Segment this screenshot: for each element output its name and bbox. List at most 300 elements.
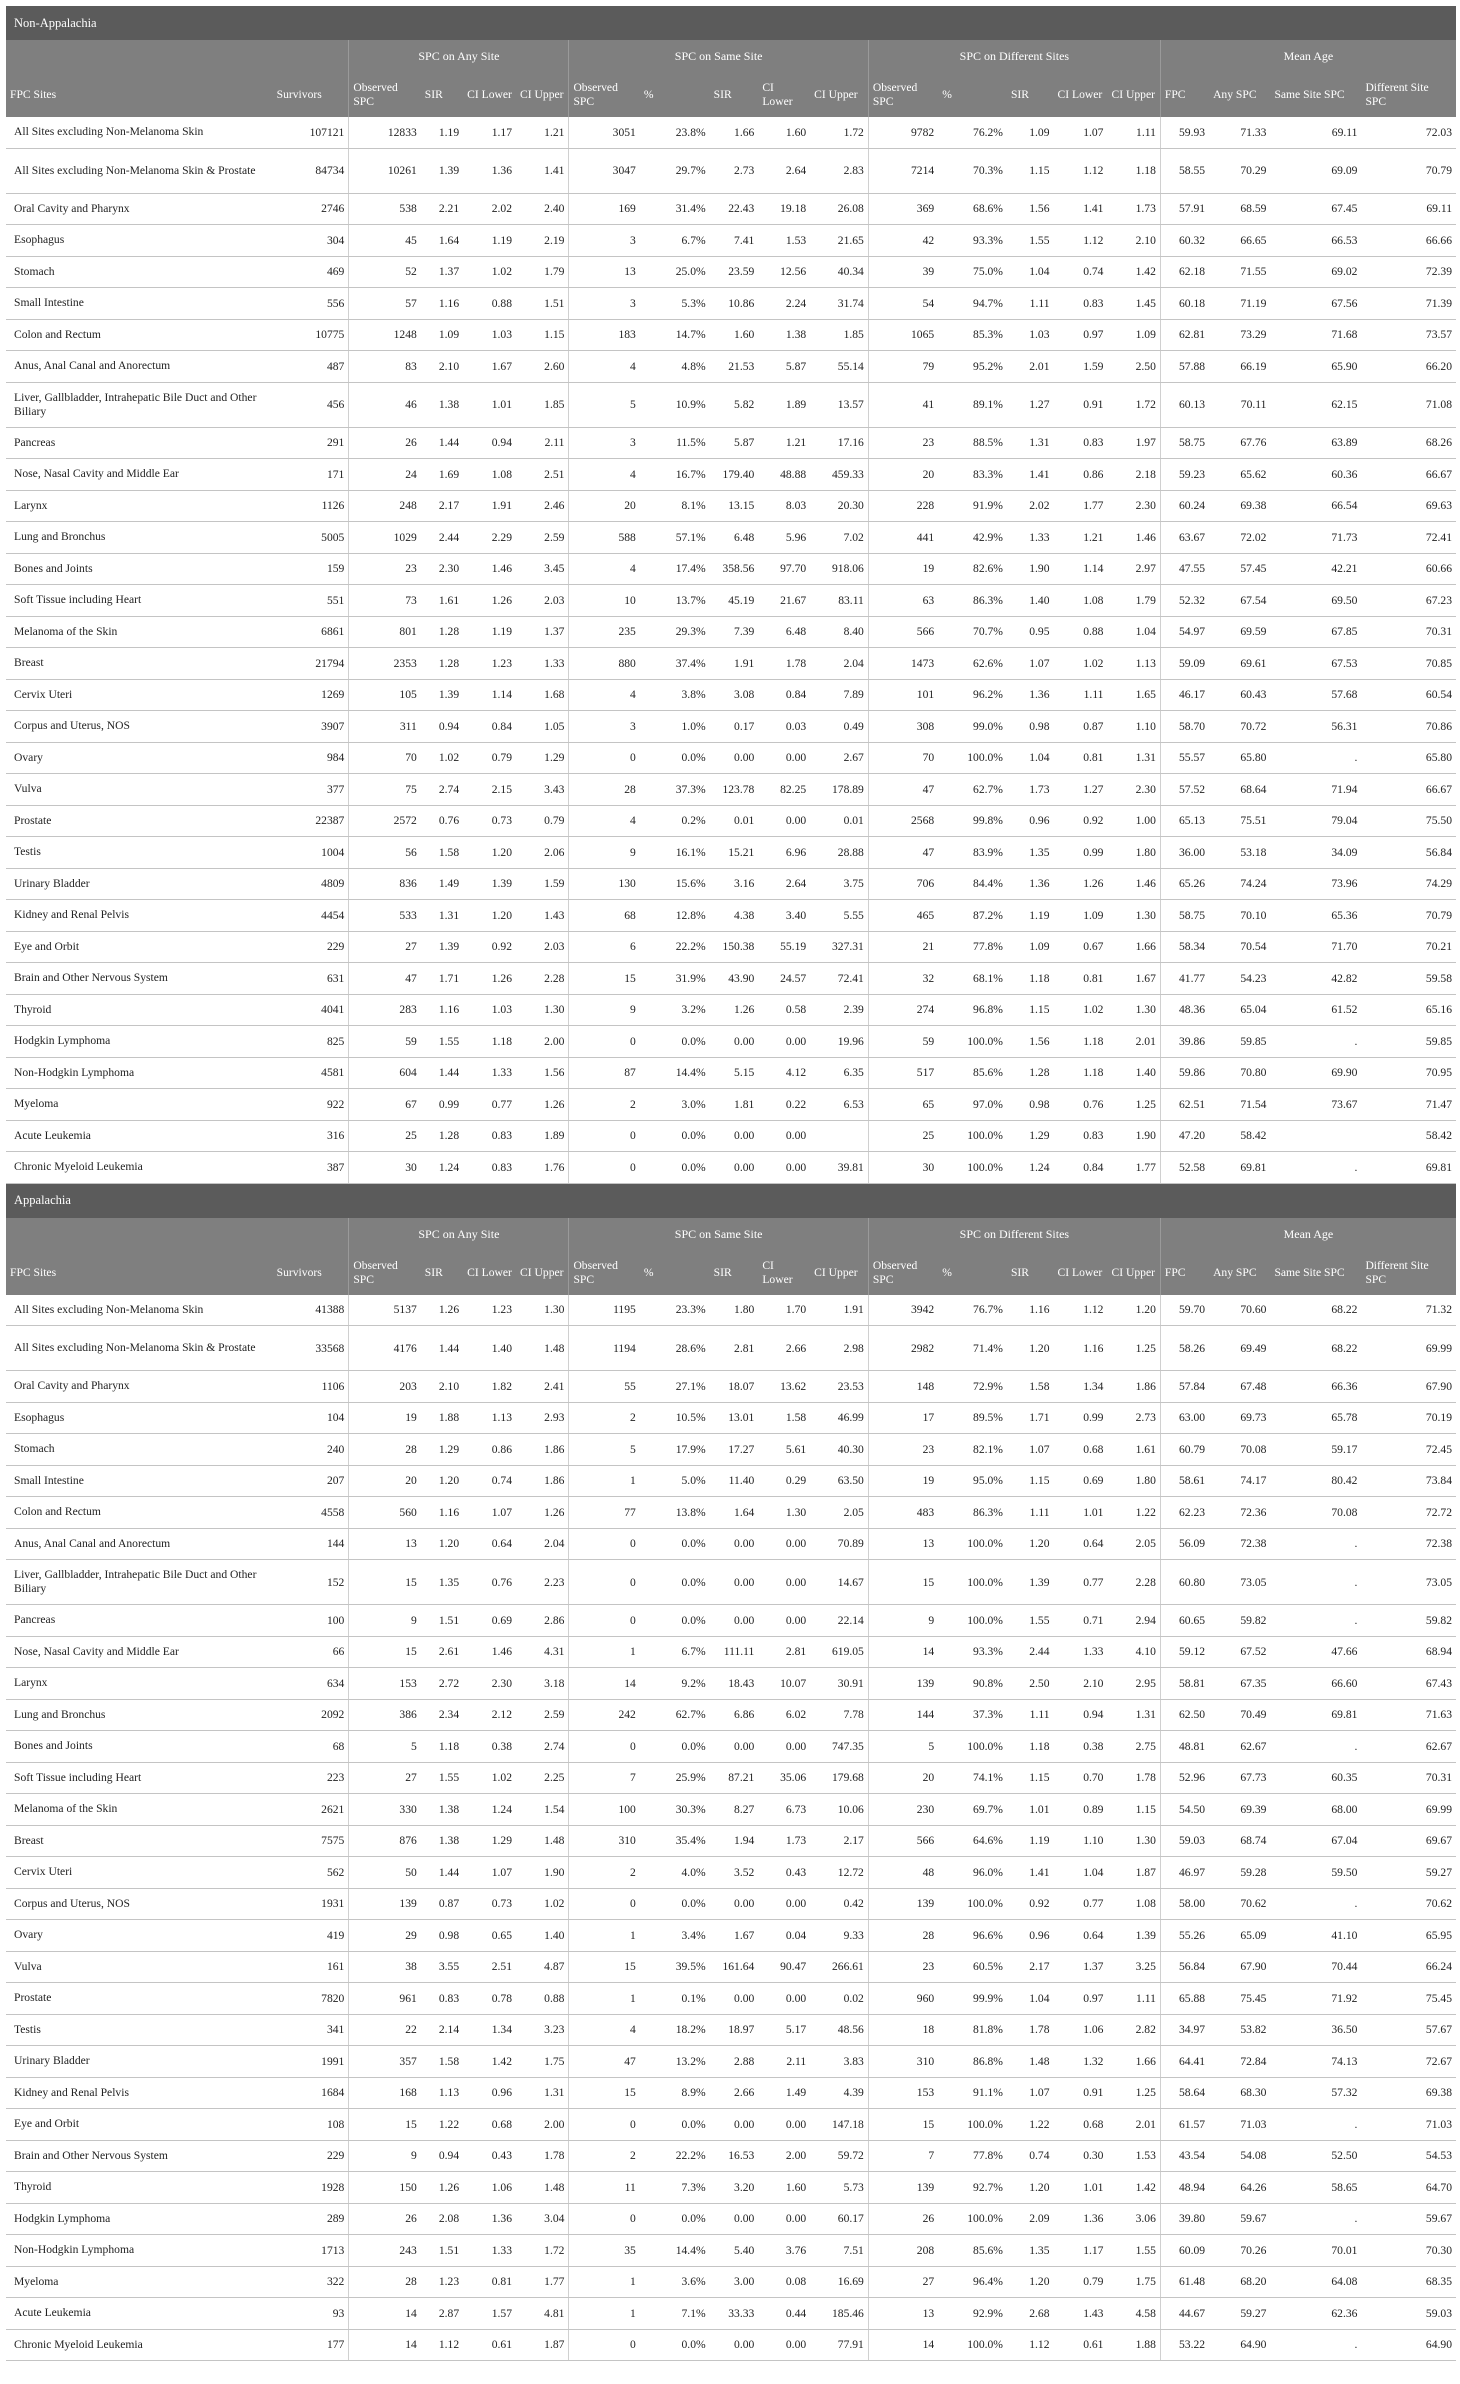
table-cell: 208 [868,2235,938,2267]
table-cell: 1.16 [421,1497,463,1529]
table-cell: 1.19 [463,225,516,257]
table-cell: 330 [349,1794,421,1826]
table-row [6,805,1456,837]
site-name-cell: Vulva [6,1951,273,1983]
table-cell: 92.7% [938,2172,1007,2204]
table-cell: 1.02 [463,1762,516,1794]
table-cell: 70.62 [1209,1888,1270,1920]
table-cell: 5 [868,1731,938,1763]
column-header: SIR [1007,73,1054,117]
table-cell: 100.0% [938,1026,1007,1058]
table-cell: 1713 [273,2235,349,2267]
table-cell: 18.43 [710,1668,759,1700]
table-cell: 1.85 [810,319,868,351]
table-cell: 14 [868,1636,938,1668]
site-name-cell: Acute Leukemia [6,2298,273,2330]
table-cell: 91.1% [938,2077,1007,2109]
table-cell: 16.1% [640,837,710,869]
table-cell: 1.33 [463,1057,516,1089]
table-cell: 15 [349,1560,421,1605]
table-cell: 1.15 [1007,1762,1054,1794]
table-cell: 0.97 [1054,1983,1108,2015]
table-row [6,2298,1456,2330]
table-row [6,616,1456,648]
table-cell: 73.96 [1270,868,1361,900]
table-cell: 2.61 [421,1636,463,1668]
table-cell: 1.02 [463,256,516,288]
table-cell: 9 [349,1605,421,1637]
table-cell: 69.90 [1270,1057,1361,1089]
table-cell: 65.80 [1209,742,1270,774]
table-cell: 90.8% [938,1668,1007,1700]
table-cell: 7575 [273,1825,349,1857]
table-cell: 1.04 [1007,742,1054,774]
table-cell: 0.64 [463,1528,516,1560]
table-cell: 1.58 [421,2046,463,2078]
table-cell: 52.96 [1160,1762,1209,1794]
table-cell: 68.30 [1209,2077,1270,2109]
site-name-cell: Hodgkin Lymphoma [6,1026,273,1058]
table-cell: 23.53 [810,1371,868,1403]
table-cell: 3.76 [758,2235,810,2267]
table-cell: 1.42 [1107,256,1160,288]
table-cell: 2.83 [810,148,868,193]
table-row [6,1731,1456,1763]
table-cell: 66.60 [1270,1668,1361,1700]
table-cell: 57.32 [1270,2077,1361,2109]
table-cell: 1.86 [1107,1371,1160,1403]
table-cell: 1.12 [1054,225,1108,257]
table-cell: 1.45 [1107,288,1160,320]
table-cell: 1.39 [1107,1920,1160,1952]
table-cell: 171 [273,459,349,491]
table-cell: 1.44 [421,1326,463,1371]
table-cell: 70.01 [1270,2235,1361,2267]
table-cell: 0.68 [1054,1434,1108,1466]
table-cell: 97.70 [758,553,810,585]
table-cell: 43.54 [1160,2140,1209,2172]
table-cell: 14 [349,2329,421,2361]
table-cell: 17.9% [640,1434,710,1466]
table-row [6,256,1456,288]
table-cell: 0.77 [1054,1560,1108,1605]
table-cell: 3.00 [710,2266,759,2298]
table-cell: 1.67 [1107,963,1160,995]
table-cell: 55 [569,1371,640,1403]
table-cell: 0.87 [1054,711,1108,743]
table-cell: 1.73 [758,1825,810,1857]
table-cell: 6.48 [710,522,759,554]
column-header: FPC [1160,1251,1209,1295]
table-cell: 5.61 [758,1434,810,1466]
table-cell: 58.75 [1160,900,1209,932]
table-cell: 465 [868,900,938,932]
table-cell: 82.6% [938,553,1007,585]
site-name-cell: Kidney and Renal Pelvis [6,900,273,932]
table-cell: 1.09 [1007,931,1054,963]
table-cell: 2 [569,1089,640,1121]
table-cell: 11.5% [640,427,710,459]
column-header: Observed SPC [569,1251,640,1295]
table-cell: 2.08 [421,2203,463,2235]
table-cell: 2.66 [710,2077,759,2109]
table-cell: 92.9% [938,2298,1007,2330]
table-cell: 1.80 [1107,1465,1160,1497]
table-cell: 70.60 [1209,1295,1270,1326]
table-cell: 0.00 [710,1605,759,1637]
table-cell: 28.6% [640,1326,710,1371]
table-cell: 304 [273,225,349,257]
table-cell: 70.21 [1361,931,1456,963]
table-cell: 2.50 [1107,351,1160,383]
table-cell: 1.13 [1107,648,1160,680]
table-cell: 3.2% [640,994,710,1026]
table-cell: 4 [569,553,640,585]
table-cell: 77 [569,1497,640,1529]
table-cell: 13 [868,2298,938,2330]
table-cell: 84.4% [938,868,1007,900]
site-name-cell: All Sites excluding Non-Melanoma Skin [6,1295,273,1326]
table-cell: 56 [349,837,421,869]
table-cell: 70.95 [1361,1057,1456,1089]
table-cell: 0.00 [710,742,759,774]
table-cell: 1.11 [1054,679,1108,711]
table-cell: 3 [569,711,640,743]
table-cell: 1.80 [710,1295,759,1326]
table-cell: 74.17 [1209,1465,1270,1497]
table-cell: 310 [569,1825,640,1857]
table-cell: 1.36 [463,148,516,193]
column-header: CI Lower [463,1251,516,1295]
table-cell: 2.74 [516,1731,569,1763]
table-cell: 68 [273,1731,349,1763]
site-name-cell: Lung and Bronchus [6,522,273,554]
table-cell: 459.33 [810,459,868,491]
table-cell: 0.83 [1054,427,1108,459]
table-cell: 2353 [349,648,421,680]
table-cell: 71.73 [1270,522,1361,554]
table-row [6,1920,1456,1952]
table-cell: 2746 [273,193,349,225]
table-cell: 19 [868,553,938,585]
table-cell: 1.42 [1107,2172,1160,2204]
site-name-cell: Nose, Nasal Cavity and Middle Ear [6,459,273,491]
table-cell: 65.62 [1209,459,1270,491]
table-cell: 70.3% [938,148,1007,193]
site-name-cell: Colon and Rectum [6,1497,273,1529]
table-cell: 72.72 [1361,1497,1456,1529]
table-cell: 2092 [273,1699,349,1731]
table-cell: 4 [569,805,640,837]
table-cell: 377 [273,774,349,806]
table-cell: 45 [349,225,421,257]
table-cell: 58.61 [1160,1465,1209,1497]
table-cell: 68.22 [1270,1326,1361,1371]
column-header: Observed SPC [868,1251,938,1295]
table-cell: 4.0% [640,1857,710,1889]
table-cell: 825 [273,1026,349,1058]
table-cell: 1.33 [1007,522,1054,554]
table-cell: 72.45 [1361,1434,1456,1466]
table-cell: 46.99 [810,1402,868,1434]
table-cell: 341 [273,2014,349,2046]
table-cell: 1.18 [1007,1731,1054,1763]
site-name-cell: Liver, Gallbladder, Intrahepatic Bile Duct and Other Biliary [6,1560,273,1605]
table-cell: 9 [868,1605,938,1637]
table-cell: 1.21 [1054,522,1108,554]
table-cell: 77.8% [938,931,1007,963]
table-cell: 48.56 [810,2014,868,2046]
table-cell: 0.00 [710,2329,759,2361]
site-name-cell: Myeloma [6,1089,273,1121]
table-cell: 82.1% [938,1434,1007,1466]
table-cell: 0.03 [758,711,810,743]
table-cell: 35.4% [640,1825,710,1857]
table-cell: 87 [569,1057,640,1089]
table-cell: 71.92 [1270,1983,1361,2015]
table-cell: 69.11 [1270,117,1361,148]
table-cell: 2.11 [516,427,569,459]
table-cell: 562 [273,1857,349,1889]
table-cell: 72.9% [938,1371,1007,1403]
table-cell: 1.53 [1107,2140,1160,2172]
table-cell: 5.73 [810,2172,868,2204]
table-cell: 1.02 [1054,994,1108,1026]
table-cell: 1.23 [421,2266,463,2298]
table-cell: 1.65 [1107,679,1160,711]
table-cell: 9782 [868,117,938,148]
table-cell: 961 [349,1983,421,2015]
table-cell: 28 [868,1920,938,1952]
table-cell: 28 [569,774,640,806]
column-header: SIR [421,73,463,117]
column-header: Different Site SPC [1361,1251,1456,1295]
table-cell: 1991 [273,2046,349,2078]
table-cell: 1.25 [1107,2077,1160,2109]
table-cell: 1.79 [516,256,569,288]
table-cell: 16.7% [640,459,710,491]
table-cell: 30.3% [640,1794,710,1826]
table-cell: 33.33 [710,2298,759,2330]
table-cell: 36.50 [1270,2014,1361,2046]
table-cell: 0.83 [463,1152,516,1184]
table-cell: 27 [868,2266,938,2298]
table-cell: 2.44 [1007,1636,1054,1668]
table-cell: 5.87 [710,427,759,459]
table-cell: 2.30 [421,553,463,585]
column-header: % [938,1251,1007,1295]
site-name-cell: Ovary [6,742,273,774]
table-cell: 67.54 [1209,585,1270,617]
table-cell: 70.26 [1209,2235,1270,2267]
table-cell: 5 [569,1434,640,1466]
table-cell: 65.13 [1160,805,1209,837]
table-cell: 57.68 [1270,679,1361,711]
site-name-cell: Non-Hodgkin Lymphoma [6,2235,273,2267]
table-row [6,994,1456,1026]
site-name-cell: All Sites excluding Non-Melanoma Skin & Prostate [6,1326,273,1371]
table-cell: 65.26 [1160,868,1209,900]
table-cell: 68.26 [1361,427,1456,459]
table-cell: 2.00 [516,2109,569,2141]
table-cell: 5137 [349,1295,421,1326]
table-cell: 59.85 [1361,1026,1456,1058]
table-cell: 75 [349,774,421,806]
site-name-cell: Prostate [6,805,273,837]
column-header: Any SPC [1209,1251,1270,1295]
table-cell: 1.46 [463,1636,516,1668]
table-cell: 369 [868,193,938,225]
table-cell: 56.84 [1361,837,1456,869]
table-cell: 12.56 [758,256,810,288]
table-cell: 248 [349,490,421,522]
table-cell: 63.89 [1270,427,1361,459]
table-cell: 1 [569,1920,640,1952]
table-cell: 456 [273,382,349,427]
table-cell: 150 [349,2172,421,2204]
table-cell: 10.9% [640,382,710,427]
table-cell: 1.77 [1107,1152,1160,1184]
table-cell: 101 [868,679,938,711]
table-cell: 86.8% [938,2046,1007,2078]
table-cell: 4 [569,351,640,383]
table-cell: 2.66 [758,1326,810,1371]
column-header: % [640,1251,710,1295]
table-cell: 1248 [349,319,421,351]
header-group: SPC on Any Site [349,40,569,73]
table-cell: 5.87 [758,351,810,383]
column-header: Survivors [273,73,349,117]
table-cell: 55.57 [1160,742,1209,774]
table-cell: 20 [868,459,938,491]
table-cell: 68.6% [938,193,1007,225]
table-cell: 15 [569,1951,640,1983]
table-cell: 0.76 [1054,1089,1108,1121]
table-cell: 183 [569,319,640,351]
table-cell: 48.81 [1160,1731,1209,1763]
table-cell: 1.02 [421,742,463,774]
table-cell: 15 [569,2077,640,2109]
table-cell: 2.93 [516,1402,569,1434]
table-cell: 1.48 [516,2172,569,2204]
table-cell: 1.26 [463,963,516,995]
table-cell: 64.08 [1270,2266,1361,2298]
table-cell: 0.00 [710,1731,759,1763]
table-cell: 1.01 [1054,1497,1108,1529]
table-row [6,648,1456,680]
table-row [6,1434,1456,1466]
table-cell: 1928 [273,2172,349,2204]
table-cell: 54.53 [1361,2140,1456,2172]
table-cell: 105 [349,679,421,711]
site-name-cell: Eye and Orbit [6,2109,273,2141]
site-name-cell: Kidney and Renal Pelvis [6,2077,273,2109]
table-cell: 469 [273,256,349,288]
table-cell: 28 [349,2266,421,2298]
table-cell: 59.86 [1160,1057,1209,1089]
table-cell: 2.03 [516,931,569,963]
table-cell: 2.44 [421,522,463,554]
table-cell: 177 [273,2329,349,2361]
table-cell: 1.66 [1107,931,1160,963]
column-header: SIR [710,73,759,117]
table-cell: 15.6% [640,868,710,900]
table-cell: 71.03 [1361,2109,1456,2141]
table-cell: 2.74 [421,774,463,806]
table-cell: 100.0% [938,1605,1007,1637]
table-cell: 17 [868,1402,938,1434]
table-cell: 4 [569,679,640,711]
table-cell: 65.09 [1209,1920,1270,1952]
table-cell: 1.36 [1007,868,1054,900]
table-cell: 322 [273,2266,349,2298]
site-name-cell: Esophagus [6,225,273,257]
table-cell: 1.18 [1054,1026,1108,1058]
table-cell: 57 [349,288,421,320]
table-cell: 0.64 [1054,1528,1108,1560]
table-cell: 1.27 [1007,382,1054,427]
table-cell: 1.54 [516,1794,569,1826]
spc-table-container [6,6,1456,2361]
table-row [6,2046,1456,2078]
table-cell: 57.45 [1209,553,1270,585]
table-cell: 59 [349,1026,421,1058]
table-cell: 71.08 [1361,382,1456,427]
table-cell: 104 [273,1402,349,1434]
table-cell: 62.81 [1160,319,1209,351]
table-cell: 37.4% [640,648,710,680]
table-cell: 0.76 [421,805,463,837]
table-cell: 74.1% [938,1762,1007,1794]
table-cell: 1.31 [421,900,463,932]
table-cell: 2.29 [463,522,516,554]
table-cell: 46.97 [1160,1857,1209,1889]
table-cell: 0.0% [640,1528,710,1560]
table-cell: 59.72 [810,2140,868,2172]
table-cell: 2.10 [421,351,463,383]
table-cell: 1.26 [1054,868,1108,900]
table-cell: 1.20 [1007,1326,1054,1371]
table-cell: 588 [569,522,640,554]
table-cell: 89.5% [938,1402,1007,1434]
table-row [6,2140,1456,2172]
table-cell: 69.67 [1361,1825,1456,1857]
table-cell: 1.40 [463,1326,516,1371]
table-cell: 59.12 [1160,1636,1209,1668]
table-cell: 0.99 [1054,837,1108,869]
table-cell: 1.07 [1007,648,1054,680]
table-cell: 58.34 [1160,931,1209,963]
table-cell: 1.26 [463,585,516,617]
table-cell: 19.96 [810,1026,868,1058]
table-cell: 54.97 [1160,616,1209,648]
table-cell: 139 [868,1888,938,1920]
table-cell: 83 [349,351,421,383]
table-cell: 1.35 [421,1560,463,1605]
table-cell: 960 [868,1983,938,2015]
table-cell: 75.50 [1361,805,1456,837]
table-cell: 64.26 [1209,2172,1270,2204]
table-cell: 13 [569,256,640,288]
table-row [6,900,1456,932]
table-cell: 75.45 [1361,1983,1456,2015]
table-cell: 1.48 [516,1326,569,1371]
table-cell: 0.0% [640,1026,710,1058]
table-cell: 0.00 [758,1152,810,1184]
table-cell: 3.23 [516,2014,569,2046]
table-cell: 1.78 [758,648,810,680]
table-cell: 1.18 [421,1731,463,1763]
